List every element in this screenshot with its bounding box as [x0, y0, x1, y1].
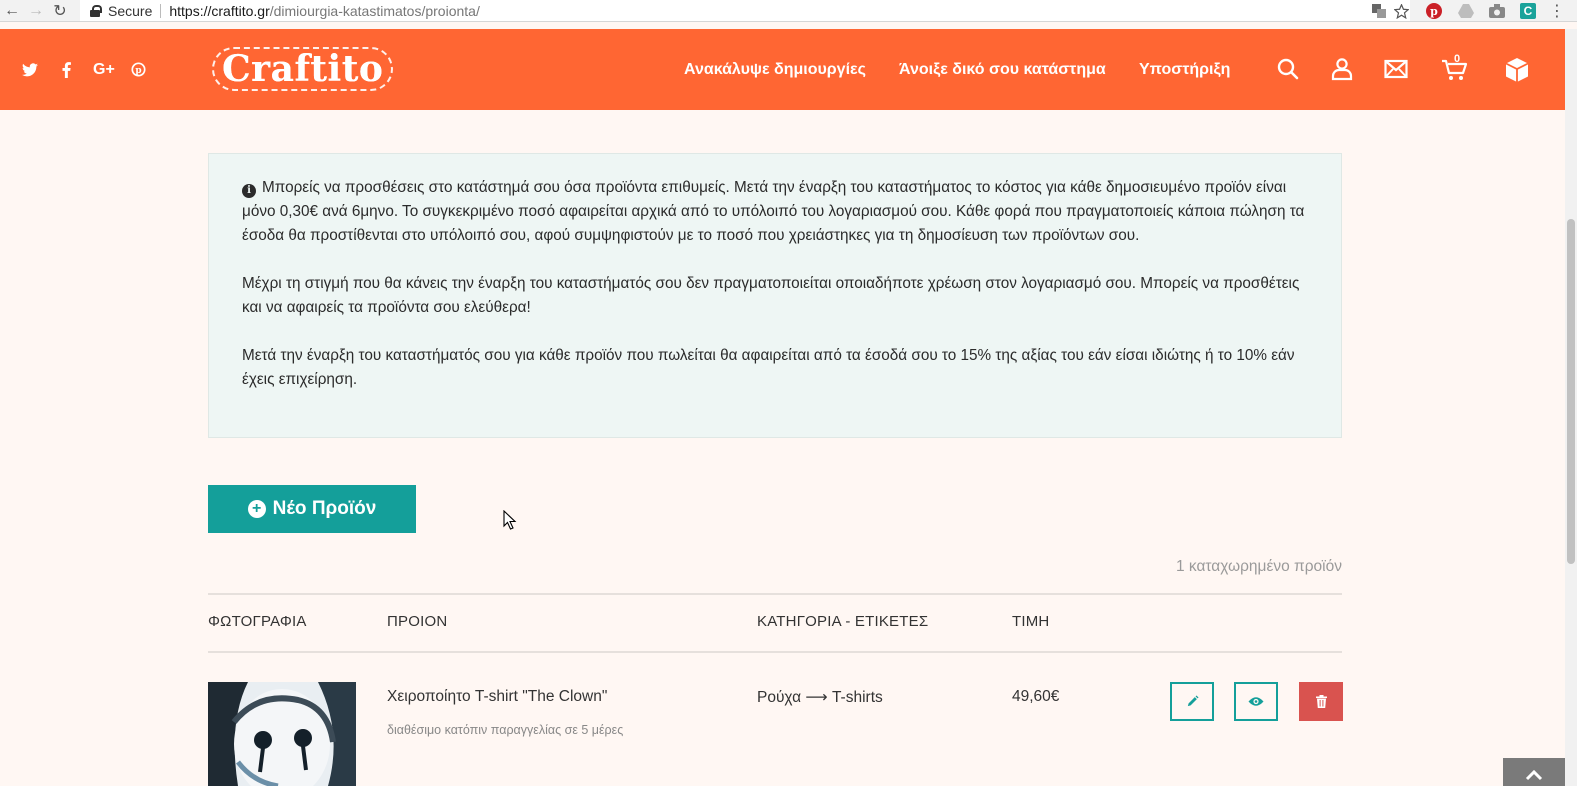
secure-label: Secure	[108, 2, 153, 19]
info-paragraph-2: Μέχρι τη στιγμή που θα κάνεις την έναρξη του καταστήματός σου δεν πραγματοποιείται οποιαδήποτε χρέωση στον λογαριασμό σου. Μπορείς να προσθέτεις και να αφαιρείς τα προϊόντα σου ελεύθερα!	[242, 275, 1300, 316]
pinterest-icon[interactable]	[131, 29, 146, 110]
info-circle-icon: i	[242, 184, 256, 198]
url-path: /dimiourgia-katastimatos/proionta/	[269, 2, 480, 19]
info-paragraph-1-text: Μπορείς να προσθέσεις στο κατάστημά σου όσα προϊόντα επιθυμείς. Μετά την έναρξη του καταστήματος το κόστος για κάθε δημοσιευμένο προϊόν είναι μόνο 0,30€ ανά 6μηνο. Το συγκεκριμένο ποσό αφαιρείται αρχικά από το υπόλοιπό του λογαριασμού σου. Κάθε φορά που πραγματοποιείς κάποια πώληση τα έσοδα θα προστίθενται στο υπόλοιπό σου, αφού συμψηφιστούν με το ποσό που χρειάστηκες για τη δημοσίευση των προϊόντων σου.	[242, 179, 1305, 244]
envelope-icon[interactable]	[1384, 58, 1410, 84]
info-notice	[208, 153, 1342, 438]
nav-open-shop[interactable]: Άνοιξε δικό σου κατάστημα	[899, 60, 1106, 78]
trash-icon	[1316, 695, 1327, 708]
nav-discover-creations[interactable]: Ανακάλυψε δημιουργίες	[684, 60, 866, 78]
delete-product-button[interactable]	[1299, 682, 1343, 721]
column-header-product: ΠΡΟΙΟΝ	[387, 613, 448, 630]
c-extension-icon[interactable]: C	[1520, 3, 1536, 19]
twitter-icon[interactable]	[22, 29, 38, 110]
product-count: 1 καταχωρημένο προϊόν	[1175, 558, 1342, 575]
browser-toolbar	[0, 0, 1577, 22]
table-header-divider	[208, 651, 1342, 653]
pencil-icon	[1186, 695, 1199, 708]
eye-icon	[1248, 696, 1264, 707]
address-separator	[160, 4, 161, 18]
back-to-top-button[interactable]	[1503, 758, 1565, 786]
camera-extension-icon[interactable]	[1488, 2, 1506, 20]
product-category: Ρούχα ⟶ T-shirts	[757, 689, 883, 706]
view-product-button[interactable]	[1234, 682, 1278, 721]
user-account-icon[interactable]	[1330, 57, 1356, 83]
mouse-cursor-icon	[503, 510, 517, 535]
drive-extension-icon[interactable]	[1457, 2, 1475, 20]
facebook-icon[interactable]	[62, 29, 71, 110]
chevron-up-icon	[1525, 768, 1543, 782]
forward-icon[interactable]: →	[28, 1, 44, 19]
info-paragraph-1	[242, 176, 1308, 248]
cart-icon[interactable]	[1441, 53, 1471, 82]
craftito-logo[interactable]	[212, 47, 393, 91]
product-name[interactable]: Χειροποίητο T-shirt "The Clown"	[387, 688, 608, 705]
cart-count-badge: 0	[1454, 53, 1461, 65]
back-icon[interactable]: ←	[4, 1, 20, 19]
shop-box-icon[interactable]	[1504, 57, 1530, 83]
google-plus-icon[interactable]: G+	[93, 60, 115, 78]
address-bar[interactable]	[80, 0, 1410, 21]
column-header-price: ΤΙΜΗ	[1012, 613, 1050, 630]
scrollbar-thumb[interactable]	[1567, 219, 1575, 564]
table-top-divider	[208, 593, 1342, 595]
column-header-category: ΚΑΤΗΓΟΡΙΑ - ΕΤΙΚΕΤΕΣ	[757, 613, 929, 630]
new-product-button[interactable]	[208, 485, 416, 533]
product-availability: διαθέσιμο κατόπιν παραγγελίας σε 5 μέρες	[387, 723, 624, 737]
chrome-menu-icon[interactable]: ⋮	[1549, 3, 1565, 20]
reload-icon[interactable]: ↻	[53, 2, 67, 20]
edit-product-button[interactable]	[1170, 682, 1214, 721]
product-photo[interactable]	[208, 682, 356, 786]
plus-circle-icon: +	[248, 500, 266, 518]
new-product-label: Νέο Προϊόν	[272, 498, 377, 519]
column-header-photo: ΦΩΤΟΓΡΑΦΙΑ	[208, 613, 307, 630]
pinterest-extension-icon[interactable]	[1425, 2, 1443, 20]
nav-support[interactable]: Υποστήριξη	[1139, 60, 1231, 78]
lock-icon	[90, 5, 102, 17]
product-price: 49,60€	[1012, 688, 1060, 705]
translate-icon[interactable]	[1370, 2, 1388, 20]
url-host: https://craftito.gr	[169, 2, 270, 19]
page-scrollbar[interactable]	[1565, 29, 1577, 786]
logo-text: Craftito	[212, 47, 393, 91]
site-header	[0, 29, 1565, 110]
info-paragraph-3: Μετά την έναρξη του καταστήματός σου για κάθε προϊόν που πωλείται θα αφαιρείται από τα έσοδά σου το 15% της αξίας του εάν είσαι ιδιώτης ή το 10% εάν έχεις επιχείρηση.	[242, 347, 1295, 388]
search-icon[interactable]	[1276, 57, 1302, 83]
svg-text:p: p	[1430, 5, 1438, 18]
bookmark-star-icon[interactable]	[1392, 2, 1410, 20]
svg-text:p: p	[135, 65, 142, 76]
